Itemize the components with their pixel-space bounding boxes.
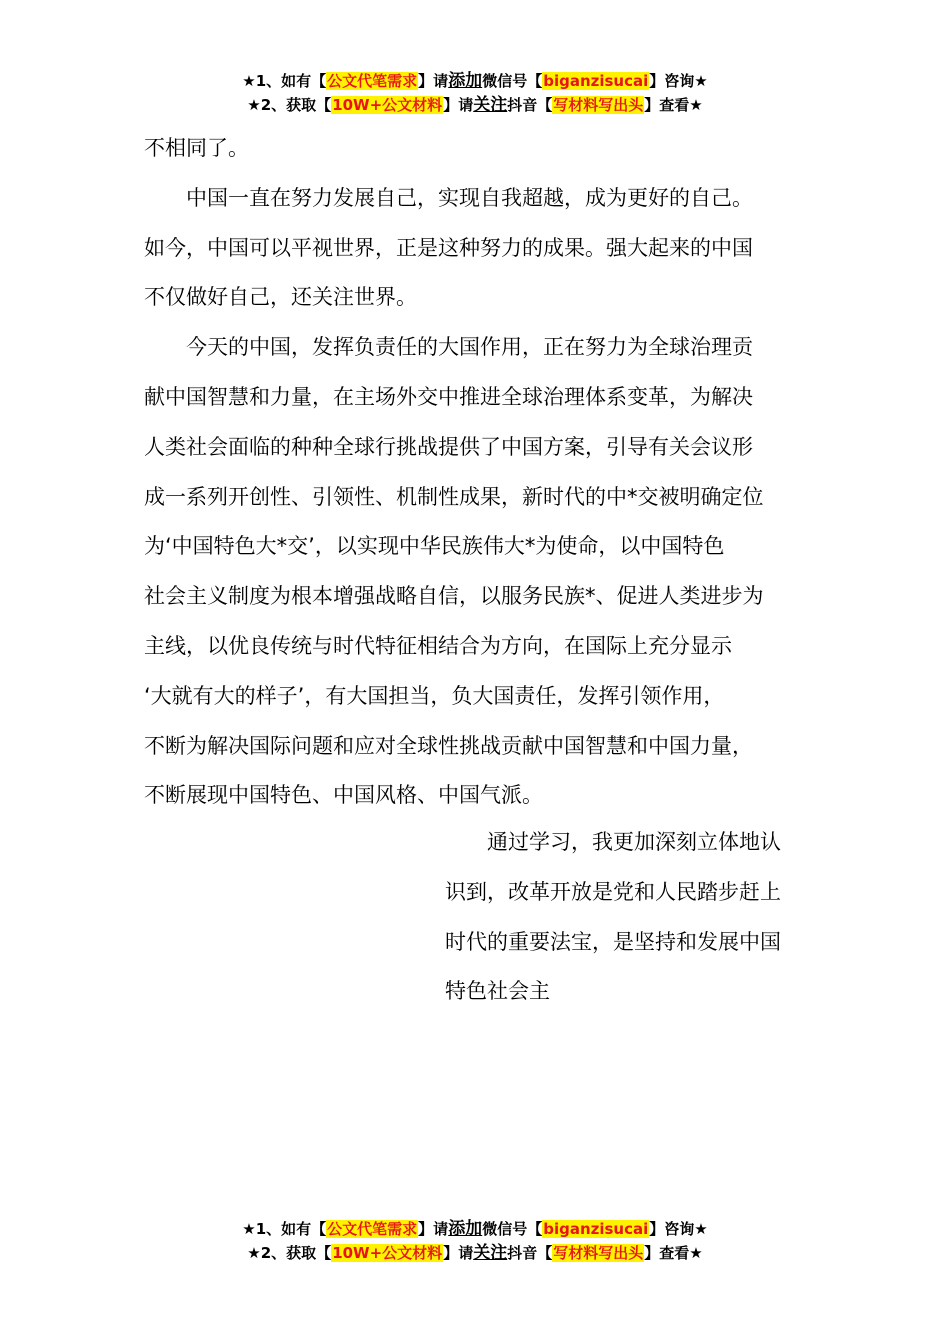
banner-highlight: 公文代笔需求 xyxy=(327,72,418,90)
body-line: 如今，中国可以平视世界，正是这种努力的成果。强大起来的中国 xyxy=(144,235,753,260)
banner-text: 抖音【 xyxy=(507,1244,553,1262)
body-line: 不仅做好自己，还关注世界。 xyxy=(144,285,417,310)
body-line: 今天的中国，发挥负责任的大国作用，正在努力为全球治理贡 xyxy=(144,335,753,360)
footer-banner xyxy=(0,1217,950,1265)
document-body-indented-block xyxy=(445,818,815,1017)
body-line: 主线，以优良传统与时代特征相结合为方向，在国际上充分显示 xyxy=(144,633,732,658)
body-line: 献中国智慧和力量，在主场外交中推进全球治理体系变革，为解决 xyxy=(144,384,753,409)
header-banner-line-1 xyxy=(0,69,950,93)
banner-text: 】请 xyxy=(443,96,474,114)
banner-highlight: 10W+公文材料 xyxy=(332,96,443,114)
banner-text: ★2、获取【 xyxy=(247,1244,332,1262)
banner-douyin-id: 写材料写出头 xyxy=(553,96,644,114)
banner-emphasis: 添加 xyxy=(448,71,483,91)
body-line: ‘大就有大的样子’，有大国担当，负大国责任，发挥引领作用， xyxy=(144,683,725,708)
banner-text: 】请 xyxy=(443,1244,474,1262)
footer-banner-line-1 xyxy=(0,1217,950,1241)
body-line: 时代的重要法宝，是坚持和发展中国 xyxy=(445,929,781,954)
banner-text: 微信号【 xyxy=(482,1220,543,1238)
body-line: 通过学习，我更加深刻立体地认 xyxy=(445,830,781,854)
banner-highlight: 10W+公文材料 xyxy=(332,1244,443,1262)
banner-text: 】查看★ xyxy=(644,1244,703,1262)
banner-text: 】请 xyxy=(418,72,449,90)
header-banner xyxy=(0,69,950,117)
body-line: 不断展现中国特色、中国风格、中国气派。 xyxy=(144,783,543,808)
banner-text: 抖音【 xyxy=(507,96,553,114)
banner-text: 微信号【 xyxy=(482,72,543,90)
banner-wechat-id: biganzisucai xyxy=(543,72,649,90)
banner-text: 】查看★ xyxy=(644,96,703,114)
body-line: 人类社会面临的种种全球行挑战提供了中国方案，引导有关会议形 xyxy=(144,434,753,459)
body-line: 不断为解决国际问题和应对全球性挑战贡献中国智慧和中国力量， xyxy=(144,733,753,758)
banner-wechat-id: biganzisucai xyxy=(543,1220,649,1238)
banner-text: ★1、如有【 xyxy=(242,72,327,90)
header-banner-line-2 xyxy=(0,93,950,117)
body-line: 为‘中国特色大*交’，以实现中华民族伟大*为使命，以中国特色 xyxy=(144,534,725,559)
body-line: 不相同了。 xyxy=(144,136,249,160)
body-line: 中国一直在努力发展自己，实现自我超越，成为更好的自己。 xyxy=(144,185,753,210)
banner-emphasis: 关注 xyxy=(473,1243,508,1263)
footer-banner-line-2 xyxy=(0,1241,950,1265)
banner-douyin-id: 写材料写出头 xyxy=(553,1244,644,1262)
banner-text: 】请 xyxy=(418,1220,449,1238)
banner-text: ★2、获取【 xyxy=(247,96,332,114)
body-line: 社会主义制度为根本增强战略自信，以服务民族*、促进人类进步为 xyxy=(144,584,764,609)
body-line: 成一系列开创性、引领性、机制性成果，新时代的中*交被明确定位 xyxy=(144,484,764,509)
banner-text: 】咨询★ xyxy=(649,72,708,90)
document-body xyxy=(144,124,809,821)
body-line: 识到，改革开放是党和人民踏步赶上 xyxy=(445,879,781,904)
banner-text: 】咨询★ xyxy=(649,1220,708,1238)
banner-emphasis: 添加 xyxy=(448,1219,483,1239)
banner-text: ★1、如有【 xyxy=(242,1220,327,1238)
banner-highlight: 公文代笔需求 xyxy=(327,1220,418,1238)
body-line: 特色社会主 xyxy=(445,979,550,1004)
banner-emphasis: 关注 xyxy=(473,95,508,115)
